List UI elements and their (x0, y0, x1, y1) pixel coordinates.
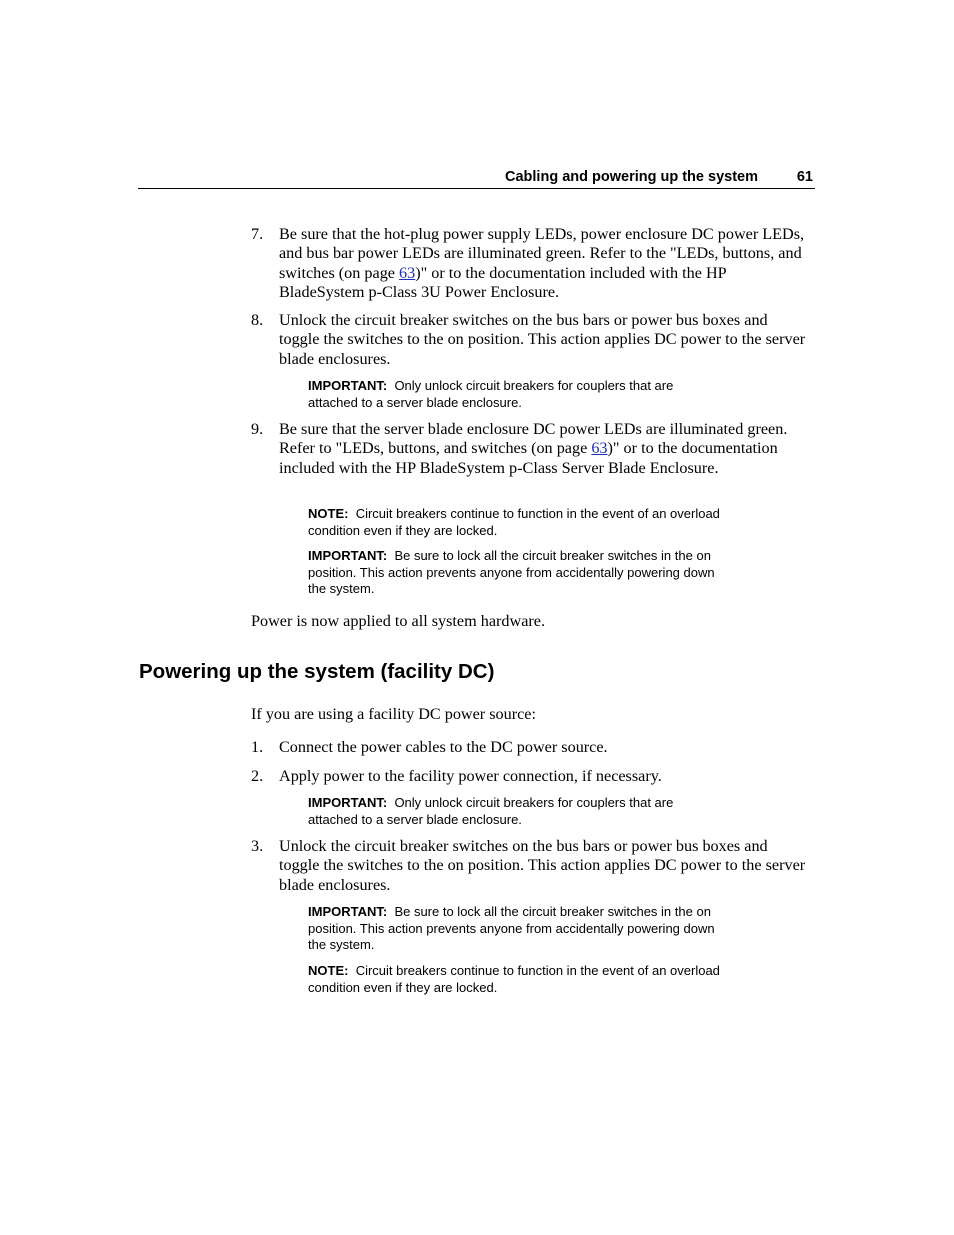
important-note: IMPORTANT: Only unlock circuit breakers for couplers that are attached to a server blade enclosure. (308, 378, 674, 410)
intro-paragraph: If you are using a facility DC power source: (251, 705, 536, 723)
step-number: 2. (251, 767, 264, 785)
step-text: Connect the power cables to the DC power source. (279, 738, 608, 756)
step-text: Unlock the circuit breaker switches on the bus bars or power bus boxes and toggle the switches to the on position. This action applies DC power to the server blade enclosures. (279, 311, 806, 368)
summary-paragraph: Power is now applied to all system hardware. (251, 612, 546, 630)
note-label: IMPORTANT: (308, 904, 388, 919)
step-number: 1. (251, 738, 264, 756)
step-text: Be sure that the server blade enclosure DC power LEDs are illuminated green. Refer to "LEDs, buttons, and switches (on page 63)" or to the documentation included with the HP BladeSystem p-Class Server Blade Enclosure. (279, 420, 788, 477)
step-number: 9. (251, 420, 264, 438)
step-number: 8. (251, 311, 264, 329)
note: NOTE: Circuit breakers continue to function in the event of an overload condition even if they are locked. (308, 963, 720, 995)
page-number: 61 (796, 169, 813, 185)
note-label: NOTE: (308, 963, 349, 978)
note: NOTE: Circuit breakers continue to function in the event of an overload condition even if they are locked. (308, 506, 720, 538)
note-label: IMPORTANT: (308, 378, 388, 393)
page-63-link[interactable]: 63 (591, 439, 608, 458)
step-text: Apply power to the facility power connection, if necessary. (279, 767, 662, 785)
step-text: Unlock the circuit breaker switches on the bus bars or power bus boxes and toggle the switches to the on position. This action applies DC power to the server blade enclosures. (279, 837, 806, 894)
header-title: Cabling and powering up the system (505, 169, 758, 185)
important-note: IMPORTANT: Be sure to lock all the circuit breaker switches in the on position. This action prevents anyone from accidentally powering down the system. (308, 904, 715, 952)
section-heading: Powering up the system (facility DC) (139, 660, 495, 683)
step-text: Be sure that the hot-plug power supply LEDs, power enclosure DC power LEDs, and bus bar power LEDs are illuminated green. Refer to the "LEDs, buttons, and switches (on page 63)" or to the documentation included with the HP BladeSystem p-Class 3U Power Enclosure. (279, 225, 805, 301)
note-label: IMPORTANT: (308, 548, 388, 563)
note-label: IMPORTANT: (308, 795, 388, 810)
running-header (138, 168, 815, 189)
step-number: 3. (251, 837, 264, 855)
note-label: NOTE: (308, 506, 349, 521)
important-note: IMPORTANT: Be sure to lock all the circuit breaker switches in the on position. This action prevents anyone from accidentally powering down the system. (308, 548, 715, 596)
step-number: 7. (251, 225, 264, 243)
important-note: IMPORTANT: Only unlock circuit breakers for couplers that are attached to a server blade enclosure. (308, 795, 674, 827)
page-63-link[interactable]: 63 (399, 263, 416, 282)
